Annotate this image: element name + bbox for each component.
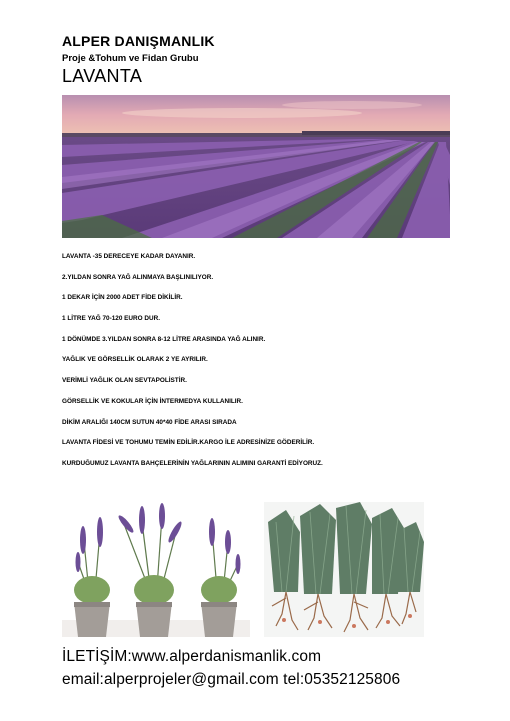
list-item: KURDUĞUMUZ LAVANTA BAHÇELERİNİN YAĞLARININ ALIMINI GARANTİ EDİYORUZ. <box>62 459 323 467</box>
lavender-field-photo <box>62 95 450 238</box>
contact-email-phone[interactable]: email:alperprojeler@gmail.com tel:05352125806 <box>62 671 401 688</box>
list-item: GÖRSELLİK VE KOKULAR İÇİN İNTERMEDYA KULLANILIR. <box>62 397 243 405</box>
list-item: LAVANTA FİDESİ VE TOHUMU TEMİN EDİLİR.KARGO İLE ADRESİNİZE GÖDERİLİR. <box>62 439 315 447</box>
list-item: 1 LİTRE YAĞ 70-120 EURO DUR. <box>62 315 161 323</box>
list-item: VERİMLİ YAĞLIK OLAN SEVTAPOLİSTİR. <box>62 377 187 385</box>
list-item: 1 DEKAR İÇİN 2000 ADET FİDE DİKİLİR. <box>62 294 183 302</box>
contact-website[interactable]: İLETİŞİM:www.alperdanismanlik.com <box>62 648 322 665</box>
list-item: DİKİM ARALIĞI 140CM SUTUN 40*40 FİDE ARASI SIRADA <box>62 418 237 426</box>
lavender-facts-list <box>62 253 462 481</box>
lavender-seedlings-photo <box>264 502 424 637</box>
list-item: LAVANTA -35 DERECEYE KADAR DAYANIR. <box>62 253 196 260</box>
list-item: YAĞLIK VE GÖRSELLİK OLARAK 2 YE AYRILIR. <box>62 356 208 364</box>
list-item: 1 DÖNÜMDE 3.YILDAN SONRA 8-12 LİTRE ARASINDA YAĞ ALINIR. <box>62 335 266 343</box>
list-item: 2.YILDAN SONRA YAĞ ALINMAYA BAŞLINILIYOR. <box>62 273 214 281</box>
potted-lavender-photo <box>62 502 250 637</box>
product-title: LAVANTA <box>62 66 143 86</box>
company-name: ALPER DANIŞMANLIK <box>62 33 215 49</box>
company-subtitle: Proje &Tohum ve Fidan Grubu <box>62 53 199 64</box>
